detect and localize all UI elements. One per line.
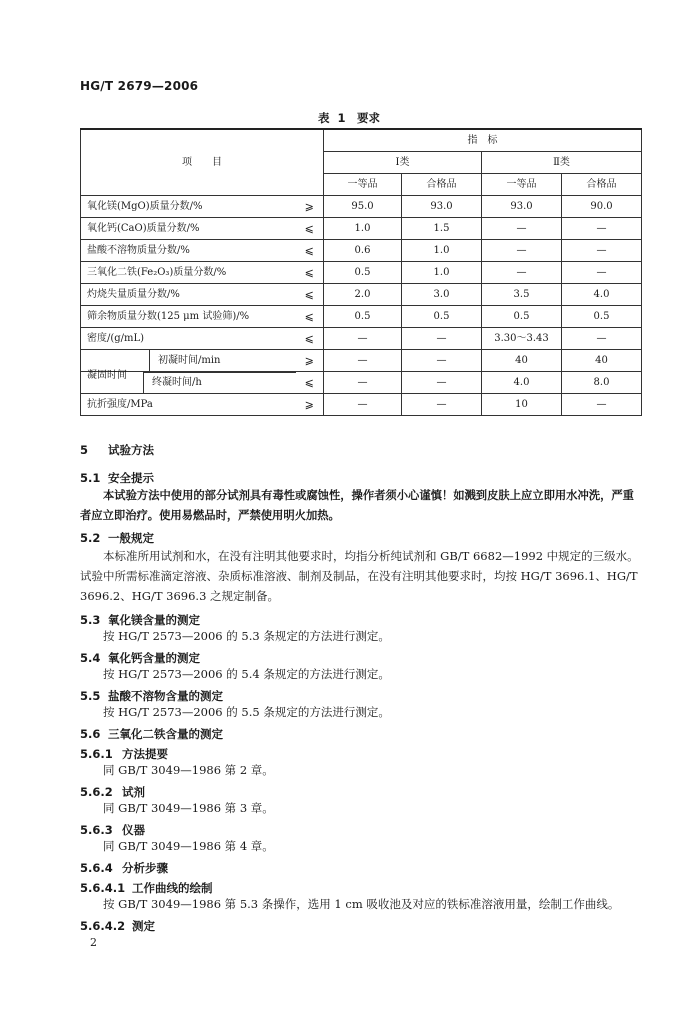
- row-value: 0.5: [402, 306, 482, 328]
- row-value: —: [482, 240, 562, 262]
- header-class-2: Ⅱ类: [482, 152, 642, 174]
- row-value: 0.5: [324, 262, 402, 284]
- row-symbol: ⩽: [296, 240, 324, 262]
- paragraph-5-4: 按 HG/T 2573—2006 的 5.4 条规定的方法进行测定。: [103, 667, 390, 681]
- row-value: —: [402, 394, 482, 416]
- row-name: 氧化镁(MgO)质量分数/%: [81, 196, 296, 218]
- table-row-setting-final: [81, 372, 642, 394]
- row-value: —: [562, 262, 642, 284]
- table-row: [81, 262, 642, 284]
- row-symbol: ⩽: [296, 372, 324, 394]
- row-symbol: ⩾: [296, 350, 324, 372]
- row-name-setting: [81, 350, 296, 381]
- row-value: 1.0: [402, 262, 482, 284]
- row-value: —: [402, 372, 482, 394]
- row-value: —: [324, 394, 402, 416]
- paragraph-5-6-1: 同 GB/T 3049—1986 第 2 章。: [103, 763, 274, 777]
- row-value: 0.5: [562, 306, 642, 328]
- heading-5-6-4-1: 5.6.4.1 工作曲线的绘制: [80, 881, 213, 895]
- row-value: 1.0: [402, 240, 482, 262]
- page-number: 2: [90, 936, 97, 949]
- row-value: 4.0: [482, 372, 562, 394]
- paragraph-5-6-4-1: 按 GB/T 3049—1986 第 5.3 条操作，选用 1 cm 吸收池及对应的铁标准溶液用量，绘制工作曲线。: [103, 897, 620, 911]
- row-value: 90.0: [562, 196, 642, 218]
- row-value: 93.0: [482, 196, 562, 218]
- row-value: —: [324, 328, 402, 350]
- row-value: —: [562, 240, 642, 262]
- row-value: —: [562, 328, 642, 350]
- setting-initial-label: 初凝时间/min: [149, 350, 296, 371]
- row-value: 3.5: [482, 284, 562, 306]
- row-value: 0.6: [324, 240, 402, 262]
- row-symbol: ⩽: [296, 218, 324, 240]
- row-name: 密度/(g/mL): [81, 328, 296, 350]
- header-grade: 合格品: [562, 174, 642, 196]
- paragraph-5-2: 本标准所用试剂和水，在没有注明其他要求时，均指分析纯试剂和 GB/T 6682—1992 中规定的三级水。试验中所需标准滴定溶液、杂质标准溶液、制剂及制品，在没有注明其他要求时，均按 HG/T 3696.1、HG/T 3696.2、HG/T 3696.3 之规定制备。: [80, 549, 639, 603]
- row-value: 0.5: [324, 306, 402, 328]
- header-indicator: 指 标: [324, 129, 642, 152]
- row-value: —: [324, 372, 402, 394]
- heading-5-6-4-2: 5.6.4.2 测定: [80, 919, 155, 933]
- row-value: 95.0: [324, 196, 402, 218]
- row-value: 1.0: [324, 218, 402, 240]
- table-row: [81, 394, 642, 416]
- row-symbol: ⩽: [296, 262, 324, 284]
- row-value: —: [402, 350, 482, 372]
- paragraph-5-5: 按 HG/T 2573—2006 的 5.5 条规定的方法进行测定。: [103, 705, 390, 719]
- row-name: 氧化钙(CaO)质量分数/%: [81, 218, 296, 240]
- row-value: —: [482, 262, 562, 284]
- table-row: [81, 218, 642, 240]
- heading-5-6-1: 5.6.1 方法提要: [80, 747, 168, 761]
- heading-5-4: 5.4 氧化钙含量的测定: [80, 651, 200, 665]
- row-symbol: ⩽: [296, 284, 324, 306]
- row-value: —: [324, 350, 402, 372]
- row-value: 3.0: [402, 284, 482, 306]
- setting-final-label: 终凝时间/h: [143, 372, 296, 393]
- row-value: 40: [482, 350, 562, 372]
- header-class-1: Ⅰ类: [324, 152, 482, 174]
- heading-5-5: 5.5 盐酸不溶物含量的测定: [80, 689, 223, 703]
- heading-5-3: 5.3 氧化镁含量的测定: [80, 613, 200, 627]
- row-value: 10: [482, 394, 562, 416]
- heading-5-6: 5.6 三氧化二铁含量的测定: [80, 727, 223, 741]
- table-title: 表 1 要求: [317, 111, 380, 125]
- standard-code: HG/T 2679—2006: [80, 79, 199, 93]
- paragraph-5-3: 按 HG/T 2573—2006 的 5.3 条规定的方法进行测定。: [103, 629, 390, 643]
- header-grade: 一等品: [324, 174, 402, 196]
- heading-5-6-3: 5.6.3 仪器: [80, 823, 145, 837]
- row-value: —: [562, 394, 642, 416]
- row-symbol: ⩾: [296, 394, 324, 416]
- row-value: —: [482, 218, 562, 240]
- heading-5-6-2: 5.6.2 试剂: [80, 785, 145, 799]
- row-value: 2.0: [324, 284, 402, 306]
- heading-5: 5 试验方法: [80, 443, 154, 457]
- row-name: 盐酸不溶物质量分数/%: [81, 240, 296, 262]
- row-value: 8.0: [562, 372, 642, 394]
- header-grade: 一等品: [482, 174, 562, 196]
- paragraph-5-6-2: 同 GB/T 3049—1986 第 3 章。: [103, 801, 274, 815]
- table-row: [81, 306, 642, 328]
- row-symbol: ⩾: [296, 196, 324, 218]
- heading-5-1: 5.1 安全提示: [80, 471, 154, 485]
- row-name: 筛余物质量分数(125 μm 试验筛)/%: [81, 306, 296, 328]
- row-name: 三氧化二铁(Fe₂O₃)质量分数/%: [81, 262, 296, 284]
- row-value: 93.0: [402, 196, 482, 218]
- heading-5-2: 5.2 一般规定: [80, 531, 154, 545]
- row-symbol: ⩽: [296, 306, 324, 328]
- table-row: [81, 328, 642, 350]
- paragraph-5-6-3: 同 GB/T 3049—1986 第 4 章。: [103, 839, 274, 853]
- heading-5-6-4: 5.6.4 分析步骤: [80, 861, 168, 875]
- setting-group-label: 凝固时间: [87, 370, 127, 381]
- requirements-table: [80, 128, 642, 416]
- row-name: 灼烧失量质量分数/%: [81, 284, 296, 306]
- row-value: 4.0: [562, 284, 642, 306]
- row-value: 0.5: [482, 306, 562, 328]
- row-value: 1.5: [402, 218, 482, 240]
- row-value: 40: [562, 350, 642, 372]
- header-grade: 合格品: [402, 174, 482, 196]
- table-row: [81, 196, 642, 218]
- header-item: 项 目: [81, 129, 324, 196]
- row-symbol: ⩽: [296, 328, 324, 350]
- paragraph-5-1: 本试验方法中使用的部分试剂具有毒性或腐蚀性，操作者须小心谨慎！如溅到皮肤上应立即用水冲洗，严重者应立即治疗。使用易燃品时，严禁使用明火加热。: [80, 489, 634, 522]
- header-row-1: [81, 129, 642, 152]
- table-row: [81, 284, 642, 306]
- row-value: —: [562, 218, 642, 240]
- table-row-setting-initial: [81, 350, 642, 372]
- row-value: —: [402, 328, 482, 350]
- row-value: 3.30～3.43: [482, 328, 562, 350]
- row-name: 抗折强度/MPa: [81, 394, 296, 416]
- table-row: [81, 240, 642, 262]
